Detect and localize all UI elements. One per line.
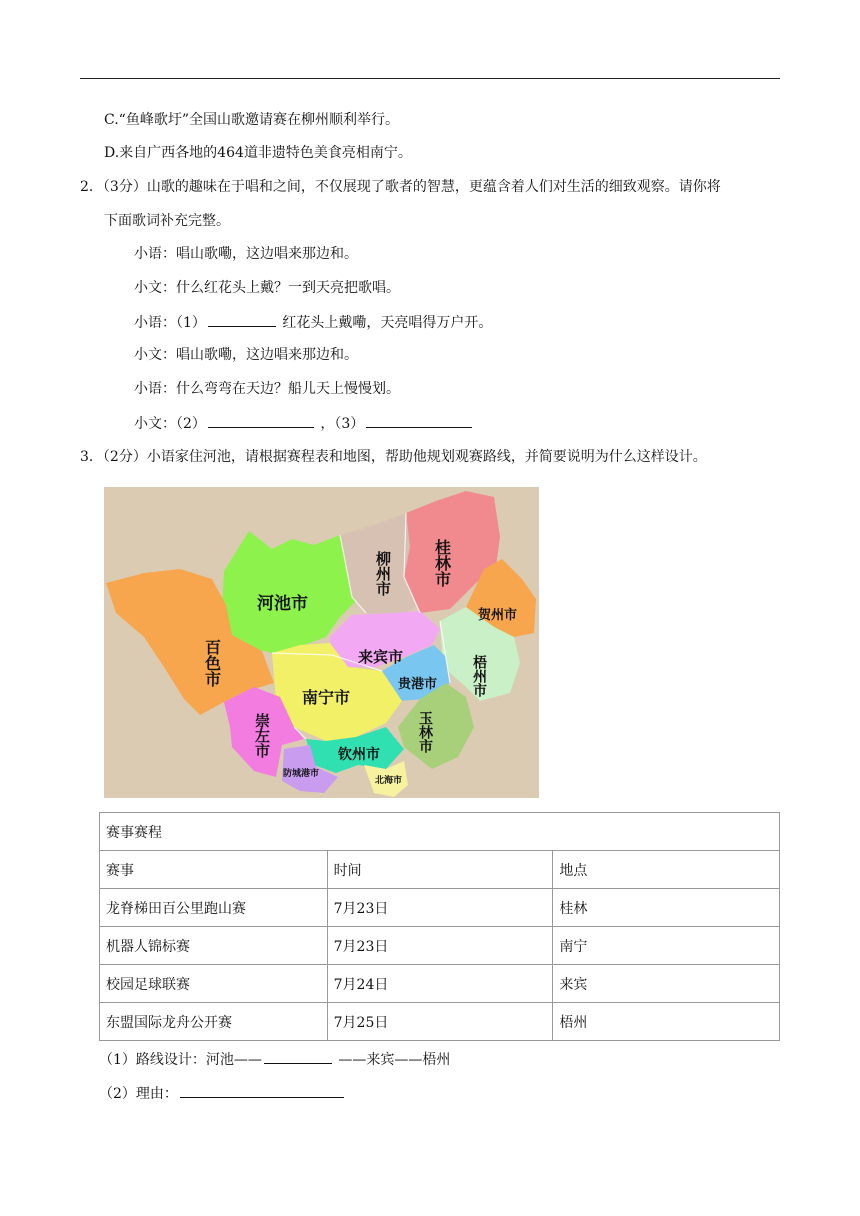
table-title: 赛事赛程 [100, 813, 780, 851]
map-label-yulin: 玉林市 [417, 711, 433, 753]
q3-route-suffix: ——来宾——梧州 [338, 1052, 451, 1068]
q2-dialogue-2: 小文：什么红花头上戴？一到天亮把歌唱。 [134, 280, 400, 296]
table-cell: 龙脊梯田百公里跑山赛 [100, 889, 328, 927]
map-label-wuzhou: 梧州市 [471, 655, 487, 697]
map-label-guigang: 贵港市 [398, 677, 438, 692]
table-cell: 7月25日 [327, 1003, 553, 1041]
table-row [100, 889, 780, 927]
map-label-fangchenggang: 防城港市 [283, 769, 320, 779]
q2-answer-prefix-2: 小文：（2） [134, 416, 206, 432]
table-cell: 来宾 [553, 965, 780, 1003]
table-cell: 机器人锦标赛 [100, 927, 328, 965]
q2-stem-line1: 2．（3分）山歌的趣味在于唱和之间，不仅展现了歌者的智慧，更蕴含着人们对生活的细致观察。请你将 [80, 179, 721, 195]
table-cell: 校园足球联赛 [100, 965, 328, 1003]
q2-answer-line-1 [134, 312, 492, 333]
map-label-nanning: 南宁市 [302, 688, 351, 707]
reason-blank[interactable] [180, 1083, 344, 1098]
map-label-guilin: 桂林市 [432, 539, 452, 587]
table-header-event: 赛事 [100, 851, 328, 889]
table-cell: 梧州 [553, 1003, 780, 1041]
answer-blank-2[interactable] [208, 413, 314, 428]
answer-blank-3[interactable] [366, 413, 472, 428]
map-label-qinzhou: 钦州市 [338, 747, 380, 763]
table-cell: 7月23日 [327, 889, 553, 927]
answer-blank-1[interactable] [208, 312, 276, 327]
q3-route-prefix: （1）路线设计：河池—— [99, 1052, 262, 1068]
q2-answer-line-2 [134, 413, 474, 434]
table-row [100, 965, 780, 1003]
table-row [100, 927, 780, 965]
q3-reason-line [99, 1083, 346, 1104]
table-cell: 7月23日 [327, 927, 553, 965]
map-label-baise: 百色市 [202, 639, 222, 687]
q3-route-line [99, 1049, 450, 1070]
q2-answer-prefix-1: 小语：（1） [134, 315, 206, 331]
table-header-time: 时间 [327, 851, 553, 889]
table-cell: 桂林 [553, 889, 780, 927]
table-cell: 南宁 [553, 927, 780, 965]
q2-dialogue-1: 小语：唱山歌嘞，这边唱来那边和。 [134, 246, 358, 262]
map-label-hechi: 河池市 [257, 594, 308, 614]
map-label-chongzuo: 崇左市 [253, 713, 271, 758]
map-label-liuzhou: 柳州市 [374, 551, 392, 596]
option-d: D.来自广西各地的464道非遗特色美食亮相南宁。 [104, 145, 412, 161]
q2-answer-mid: ，（3） [320, 416, 365, 432]
q2-stem-line2: 下面歌词补充完整。 [104, 213, 230, 229]
map-label-laibin: 来宾市 [358, 648, 404, 666]
map-label-beihai: 北海市 [375, 776, 403, 786]
q2-answer-suffix-1: 红花头上戴嘞，天亮唱得万户开。 [282, 315, 493, 331]
table-title-row [100, 813, 780, 851]
q3-stem: 3．（2分）小语家住河池，请根据赛程表和地图，帮助他规划观赛路线，并简要说明为什么这样设计。 [80, 449, 707, 465]
table-row [100, 1003, 780, 1041]
q2-dialogue-4: 小语：什么弯弯在天边？船儿天上慢慢划。 [134, 381, 400, 397]
option-c: C.“鱼峰歌圩”全国山歌邀请赛在柳州顺利举行。 [104, 112, 399, 128]
q3-reason-prefix: （2）理由： [99, 1086, 178, 1102]
table-header-row [100, 851, 780, 889]
table-header-place: 地点 [553, 851, 780, 889]
guangxi-map [104, 487, 539, 798]
schedule-table [99, 812, 780, 1041]
table-cell: 7月24日 [327, 965, 553, 1003]
route-blank[interactable] [264, 1049, 332, 1064]
table-cell: 东盟国际龙舟公开赛 [100, 1003, 328, 1041]
q2-dialogue-3: 小文：唱山歌嘞，这边唱来那边和。 [134, 347, 358, 363]
map-label-hezhou: 贺州市 [478, 608, 518, 623]
header-rule [80, 78, 780, 79]
